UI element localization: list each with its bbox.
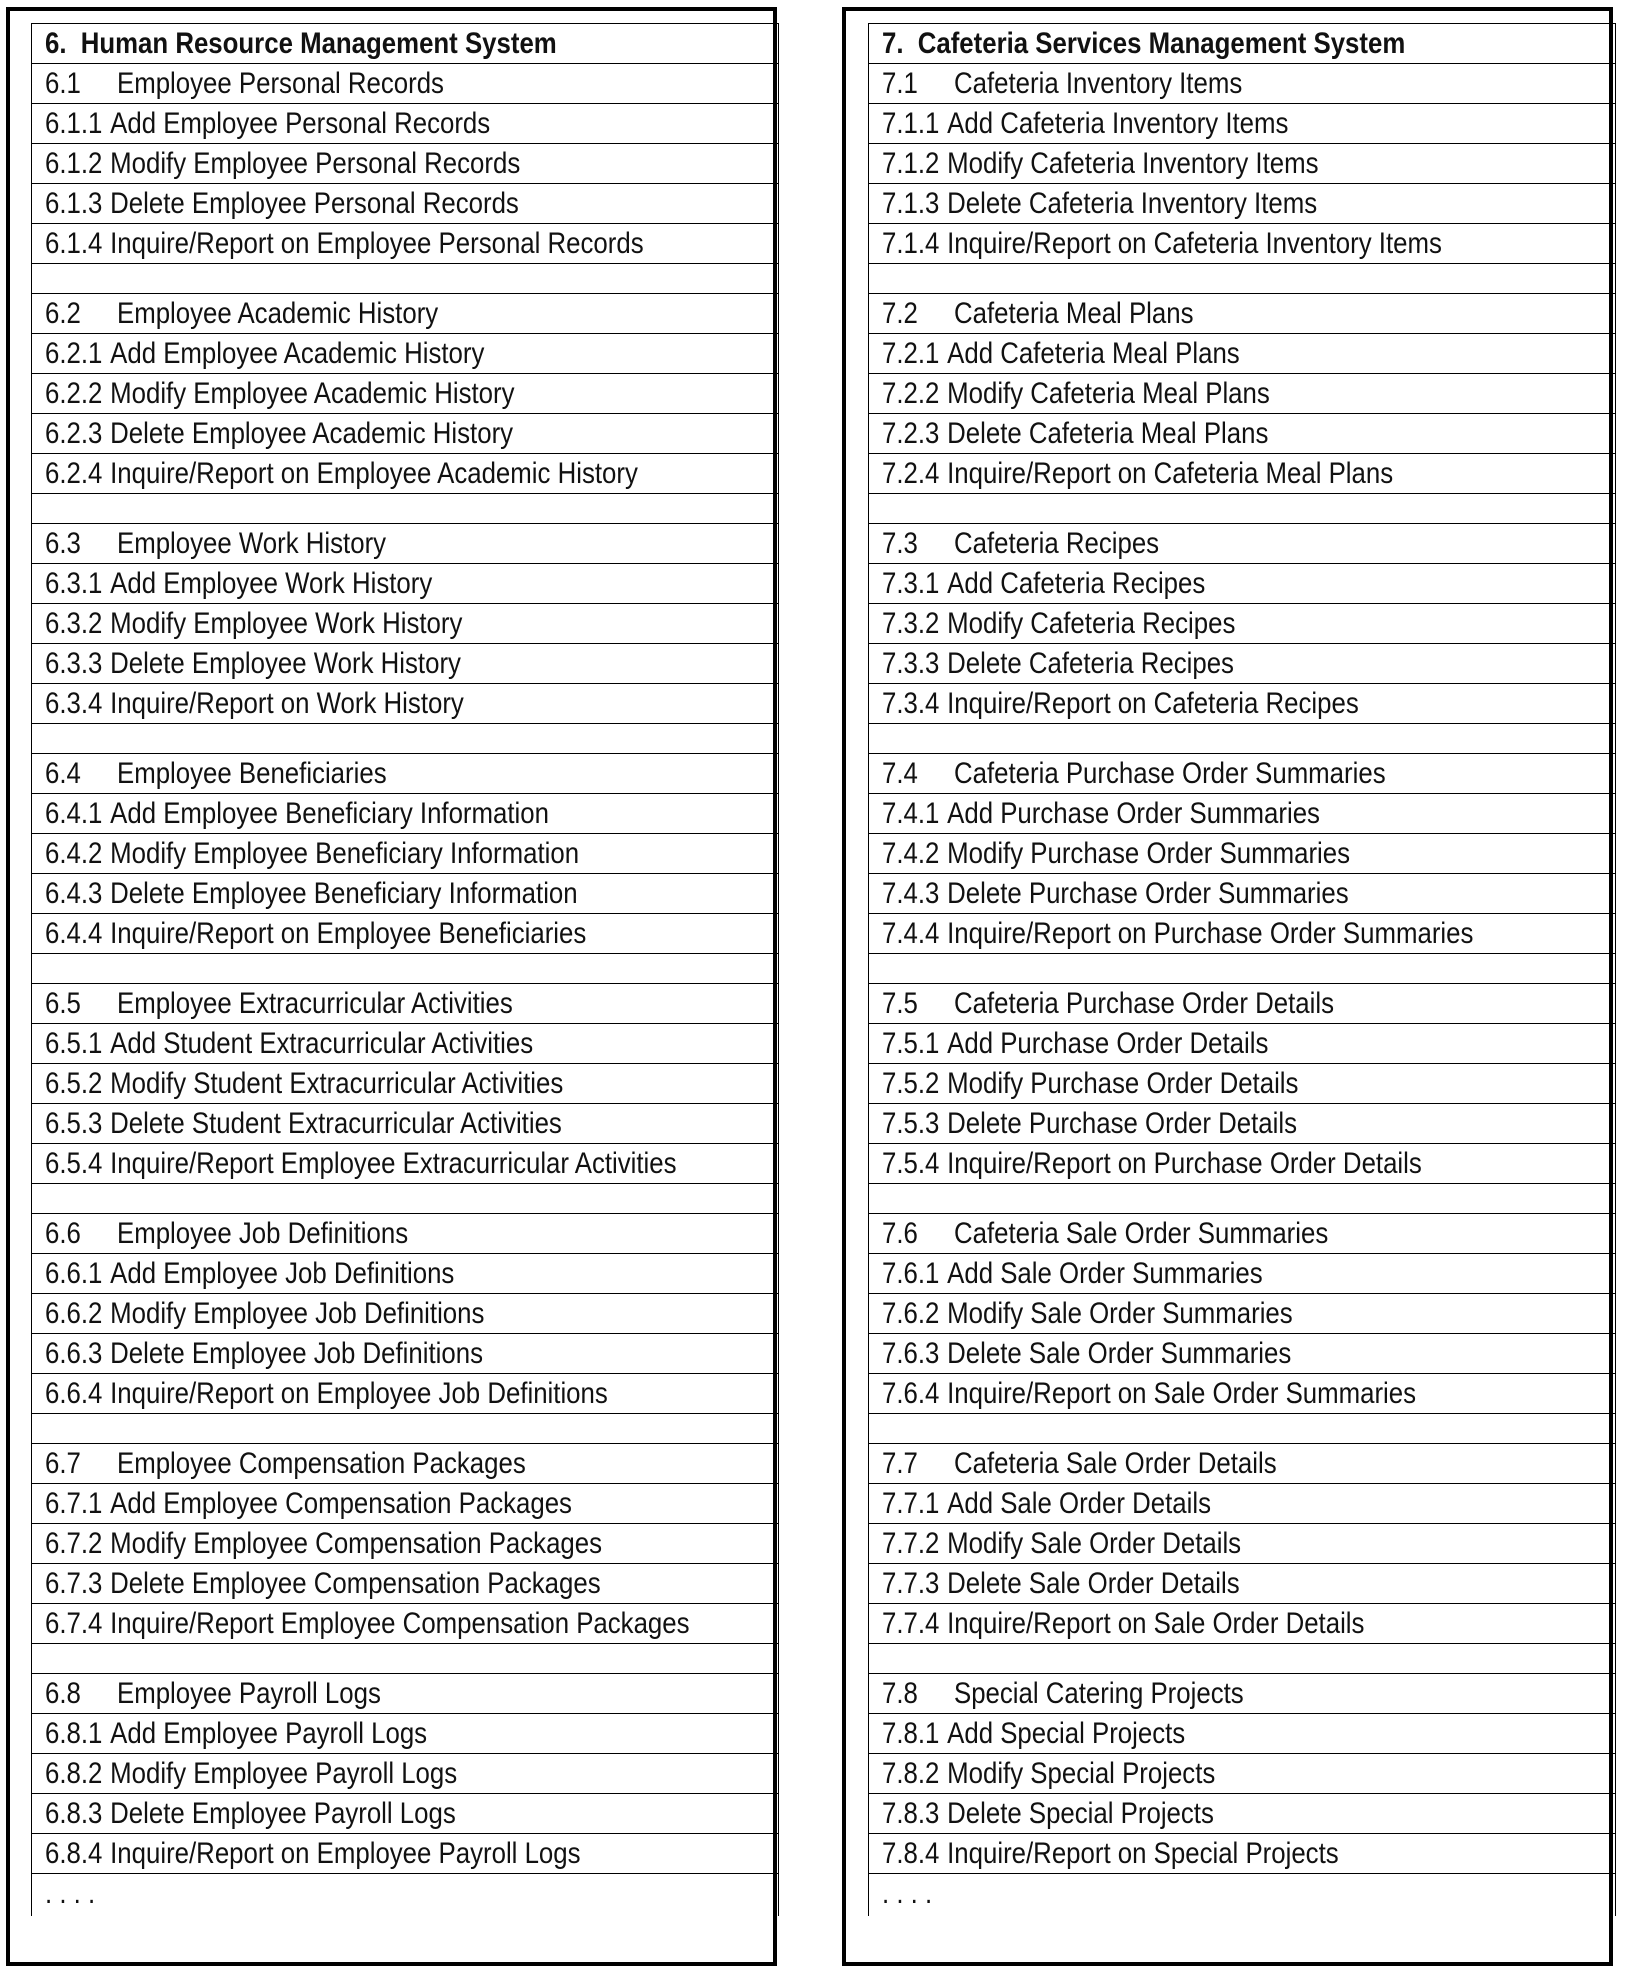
separator-row — [32, 1184, 778, 1214]
menu-item-number: 6.1.4 — [45, 227, 103, 260]
menu-item[interactable] — [32, 1144, 778, 1184]
menu-item-label: Delete Cafeteria Inventory Items — [947, 187, 1318, 220]
menu-item[interactable] — [869, 914, 1615, 954]
menu-item-label: Modify Sale Order Summaries — [947, 1297, 1293, 1330]
menu-section-item[interactable] — [32, 1674, 778, 1714]
menu-item-label: Inquire/Report on Work History — [110, 687, 464, 720]
menu-item-label: Cafeteria Sale Order Summaries — [953, 1217, 1329, 1250]
menu-item[interactable] — [869, 564, 1615, 604]
menu-item-label: Add Student Extracurricular Activities — [110, 1027, 534, 1060]
menu-item-number: 7.7.2 — [882, 1527, 940, 1560]
menu-item-label: Inquire/Report on Employee Payroll Logs — [110, 1837, 581, 1870]
menu-item-number: 7.7.3 — [882, 1567, 940, 1600]
separator-row — [32, 494, 778, 524]
menu-item-number: 6.5 — [45, 987, 81, 1020]
menu-item[interactable] — [869, 454, 1615, 494]
menu-item-label: Cafeteria Purchase Order Details — [953, 987, 1334, 1020]
menu-item[interactable] — [32, 1794, 778, 1834]
menu-item-number: 7.3.2 — [882, 607, 940, 640]
menu-item[interactable] — [869, 374, 1615, 414]
menu-item-label: Delete Cafeteria Meal Plans — [947, 417, 1269, 450]
menu-section-item[interactable] — [869, 1674, 1615, 1714]
menu-item[interactable] — [869, 1524, 1615, 1564]
separator-row — [869, 264, 1615, 294]
menu-item-number: 6.7.4 — [45, 1607, 103, 1640]
menu-item-label: Inquire/Report on Employee Academic History — [110, 457, 638, 490]
menu-item-number: 6.6 — [45, 1217, 81, 1250]
separator-row — [869, 724, 1615, 754]
menu-item-label: Inquire/Report on Sale Order Details — [947, 1607, 1365, 1640]
menu-item-label: Modify Employee Beneficiary Information — [110, 837, 580, 870]
menu-item-label: Inquire/Report on Purchase Order Summaries — [947, 917, 1474, 950]
menu-section-item[interactable] — [32, 524, 778, 564]
menu-item-label: Delete Student Extracurricular Activities — [110, 1107, 562, 1140]
menu-item-label: Modify Special Projects — [947, 1757, 1216, 1790]
menu-item[interactable] — [869, 1794, 1615, 1834]
menu-item-label: Modify Employee Personal Records — [110, 147, 521, 180]
menu-item-label: Delete Sale Order Summaries — [947, 1337, 1292, 1370]
menu-item-number: 6.7 — [45, 1447, 81, 1480]
separator-row — [32, 264, 778, 294]
menu-item-number: 7.6 — [882, 1217, 918, 1250]
menu-item-number: 6.6.4 — [45, 1377, 103, 1410]
menu-item[interactable] — [32, 914, 778, 954]
menu-item-number: 7.8.4 — [882, 1837, 940, 1870]
menu-item[interactable] — [869, 414, 1615, 454]
menu-item[interactable] — [32, 224, 778, 264]
separator-row — [869, 954, 1615, 984]
menu-item-number: 7.2.3 — [882, 417, 940, 450]
menu-header-number: 7. — [882, 27, 904, 60]
menu-item-number: 6.5.2 — [45, 1067, 103, 1100]
menu-item-number: 7.8 — [882, 1677, 918, 1710]
menu-item-label: Delete Employee Beneficiary Information — [110, 877, 578, 910]
menu-item[interactable] — [32, 684, 778, 724]
menu-item-label: Modify Employee Work History — [110, 607, 463, 640]
menu-item-label: Modify Purchase Order Details — [947, 1067, 1299, 1100]
menu-item-number: 7.8.2 — [882, 1757, 940, 1790]
menu-item[interactable] — [32, 1374, 778, 1414]
menu-item-label: Employee Payroll Logs — [116, 1677, 381, 1710]
menu-item[interactable] — [869, 1024, 1615, 1064]
menu-item-label: Inquire/Report on Cafeteria Meal Plans — [947, 457, 1394, 490]
menu-item-label: Modify Employee Payroll Logs — [110, 1757, 458, 1790]
menu-item-label: Modify Cafeteria Meal Plans — [947, 377, 1270, 410]
menu-item-number: 6.2.4 — [45, 457, 103, 490]
menu-item-number: 6.2.3 — [45, 417, 103, 450]
menu-item-label: Delete Employee Payroll Logs — [110, 1797, 456, 1830]
menu-item-number: 7.4 — [882, 757, 918, 790]
menu-header-title: Cafeteria Services Management System — [917, 27, 1406, 60]
menu-header-title: Human Resource Management System — [80, 27, 557, 60]
menu-item[interactable] — [32, 604, 778, 644]
menu-item-label: Add Employee Academic History — [110, 337, 485, 370]
menu-item[interactable] — [869, 794, 1615, 834]
menu-item-label: Modify Purchase Order Summaries — [947, 837, 1351, 870]
menu-item[interactable] — [869, 1104, 1615, 1144]
menu-item[interactable] — [869, 1834, 1615, 1874]
menu-item-label: Add Employee Payroll Logs — [110, 1717, 428, 1750]
menu-item-number: 7.7.1 — [882, 1487, 940, 1520]
menu-item-number: 7.1.4 — [882, 227, 940, 260]
menu-item-number: 7.3.4 — [882, 687, 940, 720]
menu-item[interactable] — [32, 874, 778, 914]
menu-item-label: Delete Purchase Order Details — [947, 1107, 1298, 1140]
menu-item[interactable] — [32, 1714, 778, 1754]
menu-item-label: Employee Job Definitions — [116, 1217, 409, 1250]
menu-item-number: 6.7.2 — [45, 1527, 103, 1560]
menu-item-number: 7.1 — [882, 67, 918, 100]
menu-item-number: 6.4 — [45, 757, 81, 790]
menu-item-label: Inquire/Report Employee Extracurricular Activities — [110, 1147, 677, 1180]
menu-item-label: Employee Academic History — [116, 297, 439, 330]
menu-item-number: 6.8.2 — [45, 1757, 103, 1790]
menu-item[interactable] — [32, 1754, 778, 1794]
menu-item-label: Delete Employee Work History — [110, 647, 461, 680]
menu-item-number: 6.1.2 — [45, 147, 103, 180]
menu-item-label: Modify Sale Order Details — [947, 1527, 1242, 1560]
menu-item-label: Delete Employee Academic History — [110, 417, 514, 450]
menu-item[interactable] — [869, 1484, 1615, 1524]
separator-row — [32, 724, 778, 754]
menu-item[interactable] — [869, 104, 1615, 144]
menu-item-number: 6.2 — [45, 297, 81, 330]
menu-item[interactable] — [32, 414, 778, 454]
menu-item-number: 7.4.2 — [882, 837, 940, 870]
menu-item-number: 6.1.3 — [45, 187, 103, 220]
menu-item-number: 7.8.1 — [882, 1717, 940, 1750]
menu-item-number: 6.2.1 — [45, 337, 103, 370]
menu-item-number: 7.7.4 — [882, 1607, 940, 1640]
menu-item[interactable] — [32, 1834, 778, 1874]
menu-section-item[interactable] — [32, 294, 778, 334]
menu-item-label: Add Purchase Order Details — [947, 1027, 1269, 1060]
menu-item-label: Inquire/Report on Employee Beneficiaries — [110, 917, 587, 950]
menu-item[interactable] — [32, 1104, 778, 1144]
menu-item-number: 7.4.1 — [882, 797, 940, 830]
menu-section-item[interactable] — [32, 754, 778, 794]
menu-item-number: 7.7 — [882, 1447, 918, 1480]
menu-item-label: Add Cafeteria Inventory Items — [947, 107, 1289, 140]
menu-item[interactable] — [869, 644, 1615, 684]
menu-item-number: 6.3.4 — [45, 687, 103, 720]
menu-item[interactable] — [32, 1524, 778, 1564]
more-items-ellipsis: . . . . — [45, 1877, 96, 1910]
menu-item-label: Modify Cafeteria Recipes — [947, 607, 1236, 640]
menu-item[interactable] — [32, 1484, 778, 1524]
menu-item-label: Delete Cafeteria Recipes — [947, 647, 1234, 680]
menu-item-label: Modify Employee Job Definitions — [110, 1297, 485, 1330]
menu-section-item[interactable] — [32, 64, 778, 104]
menu-item-number: 7.3 — [882, 527, 918, 560]
menu-item-number: 7.6.4 — [882, 1377, 940, 1410]
menu-item-label: Add Employee Compensation Packages — [110, 1487, 572, 1520]
menu-header-number: 6. — [45, 27, 67, 60]
menu-section-item[interactable] — [869, 984, 1615, 1024]
menu-item[interactable] — [869, 684, 1615, 724]
menu-item-label: Employee Work History — [116, 527, 387, 560]
menu-item-label: Cafeteria Sale Order Details — [953, 1447, 1277, 1480]
menu-section-item[interactable] — [869, 754, 1615, 794]
menu-item-label: Add Employee Work History — [110, 567, 433, 600]
menu-item[interactable] — [869, 1374, 1615, 1414]
menu-item-number: 7.2.1 — [882, 337, 940, 370]
separator-row — [32, 1414, 778, 1444]
menu-item-label: Delete Purchase Order Summaries — [947, 877, 1349, 910]
menu-item[interactable] — [32, 564, 778, 604]
cafeteria-menu-header — [869, 24, 1615, 64]
menu-item[interactable] — [869, 1144, 1615, 1184]
menu-item[interactable] — [32, 644, 778, 684]
menu-item-number: 7.5.4 — [882, 1147, 940, 1180]
menu-item-label: Delete Sale Order Details — [947, 1567, 1240, 1600]
menu-item-number: 7.1.1 — [882, 107, 940, 140]
separator-row — [869, 1644, 1615, 1674]
separator-row — [869, 494, 1615, 524]
menu-item-label: Inquire/Report on Cafeteria Inventory Items — [947, 227, 1442, 260]
menu-item-number: 7.3.1 — [882, 567, 940, 600]
separator-row — [869, 1184, 1615, 1214]
menu-item-label: Inquire/Report on Employee Personal Records — [110, 227, 644, 260]
menu-item-number: 7.5 — [882, 987, 918, 1020]
menu-item[interactable] — [32, 104, 778, 144]
menu-item[interactable] — [869, 874, 1615, 914]
menu-item-number: 7.6.1 — [882, 1257, 940, 1290]
menu-item-number: 6.5.4 — [45, 1147, 103, 1180]
menu-item-number: 7.2 — [882, 297, 918, 330]
menu-item-label: Delete Special Projects — [947, 1797, 1214, 1830]
menu-item-number: 6.3 — [45, 527, 81, 560]
hr-menu-header — [32, 24, 778, 64]
menu-item-number: 6.4.2 — [45, 837, 103, 870]
menu-item-label: Add Sale Order Summaries — [947, 1257, 1263, 1290]
menu-item[interactable] — [32, 334, 778, 374]
menu-item[interactable] — [32, 1604, 778, 1644]
menu-item-number: 6.4.4 — [45, 917, 103, 950]
menu-item-label: Employee Compensation Packages — [116, 1447, 526, 1480]
menu-item-number: 6.8 — [45, 1677, 81, 1710]
menu-item[interactable] — [32, 1064, 778, 1104]
separator-row — [32, 1644, 778, 1674]
menu-item-label: Add Employee Personal Records — [110, 107, 491, 140]
hr-menu-panel — [6, 7, 777, 1966]
menu-item[interactable] — [869, 604, 1615, 644]
menu-item[interactable] — [32, 834, 778, 874]
cafeteria-menu-panel — [842, 7, 1613, 1966]
menu-item[interactable] — [32, 184, 778, 224]
menu-item[interactable] — [32, 454, 778, 494]
menu-item-label: Employee Extracurricular Activities — [116, 987, 513, 1020]
menu-item-label: Inquire/Report Employee Compensation Packages — [110, 1607, 690, 1640]
hr-menu-list — [31, 23, 779, 1916]
menu-item-number: 7.3.3 — [882, 647, 940, 680]
menu-item-label: Add Sale Order Details — [947, 1487, 1211, 1520]
menu-item-label: Inquire/Report on Employee Job Definitions — [110, 1377, 608, 1410]
menu-item-number: 7.6.2 — [882, 1297, 940, 1330]
menu-item-label: Employee Beneficiaries — [116, 757, 387, 790]
menu-item-label: Inquire/Report on Sale Order Summaries — [947, 1377, 1417, 1410]
menu-item[interactable] — [32, 1024, 778, 1064]
menu-item[interactable] — [32, 144, 778, 184]
menu-item-number: 7.1.3 — [882, 187, 940, 220]
menu-item[interactable] — [869, 834, 1615, 874]
menu-item-number: 6.5.1 — [45, 1027, 103, 1060]
menu-item[interactable] — [869, 334, 1615, 374]
menu-section-item[interactable] — [869, 1214, 1615, 1254]
menu-item-number: 7.1.2 — [882, 147, 940, 180]
menu-item-number: 7.2.4 — [882, 457, 940, 490]
menu-item[interactable] — [869, 184, 1615, 224]
menu-item-label: Add Cafeteria Recipes — [947, 567, 1206, 600]
menu-item-label: Modify Student Extracurricular Activities — [110, 1067, 564, 1100]
menu-item-label: Cafeteria Meal Plans — [953, 297, 1194, 330]
menu-section-item[interactable] — [869, 294, 1615, 334]
menu-section-item[interactable] — [32, 1444, 778, 1484]
menu-item-number: 7.5.2 — [882, 1067, 940, 1100]
menu-item[interactable] — [869, 1564, 1615, 1604]
menu-item-label: Add Special Projects — [947, 1717, 1186, 1750]
menu-item-label: Special Catering Projects — [953, 1677, 1244, 1710]
menu-item-label: Cafeteria Inventory Items — [953, 67, 1243, 100]
menu-item[interactable] — [869, 1754, 1615, 1794]
menu-item-label: Delete Employee Personal Records — [110, 187, 519, 220]
menu-item-number: 6.8.3 — [45, 1797, 103, 1830]
menu-item-label: Modify Employee Compensation Packages — [110, 1527, 603, 1560]
cafeteria-menu-list — [868, 23, 1616, 1916]
menu-item-number: 7.2.2 — [882, 377, 940, 410]
menu-item[interactable] — [869, 1254, 1615, 1294]
menu-item-label: Add Purchase Order Summaries — [947, 797, 1320, 830]
menu-section-item[interactable] — [869, 64, 1615, 104]
menu-item-number: 7.6.3 — [882, 1337, 940, 1370]
menu-item[interactable] — [869, 1294, 1615, 1334]
menu-item-number: 6.4.1 — [45, 797, 103, 830]
menu-item-number: 6.3.1 — [45, 567, 103, 600]
menu-item[interactable] — [869, 1604, 1615, 1644]
menu-section-item[interactable] — [869, 524, 1615, 564]
menu-item-number: 6.6.2 — [45, 1297, 103, 1330]
menu-item[interactable] — [32, 1564, 778, 1604]
menu-item-number: 6.6.3 — [45, 1337, 103, 1370]
menu-item-label: Inquire/Report on Special Projects — [947, 1837, 1339, 1870]
menu-item-number: 6.3.3 — [45, 647, 103, 680]
menu-item-label: Add Employee Job Definitions — [110, 1257, 455, 1290]
menu-item[interactable] — [869, 1714, 1615, 1754]
menu-item-label: Add Cafeteria Meal Plans — [947, 337, 1240, 370]
menu-item[interactable] — [32, 794, 778, 834]
menu-item[interactable] — [869, 224, 1615, 264]
menu-item-number: 6.4.3 — [45, 877, 103, 910]
more-items-ellipsis: . . . . — [882, 1877, 933, 1910]
menu-item-label: Inquire/Report on Cafeteria Recipes — [947, 687, 1359, 720]
menu-item-label: Modify Employee Academic History — [110, 377, 515, 410]
menu-section-item[interactable] — [32, 1214, 778, 1254]
menu-item[interactable] — [32, 374, 778, 414]
menu-item-number: 6.7.3 — [45, 1567, 103, 1600]
menu-item[interactable] — [32, 1254, 778, 1294]
menu-section-item[interactable] — [869, 1444, 1615, 1484]
menu-item-label: Modify Cafeteria Inventory Items — [947, 147, 1319, 180]
menu-item-label: Inquire/Report on Purchase Order Details — [947, 1147, 1422, 1180]
menu-item-number: 6.1 — [45, 67, 81, 100]
menu-item-label: Cafeteria Recipes — [953, 527, 1160, 560]
menu-item[interactable] — [869, 144, 1615, 184]
menu-item-number: 6.1.1 — [45, 107, 103, 140]
menu-item-number: 6.8.4 — [45, 1837, 103, 1870]
menu-item[interactable] — [869, 1064, 1615, 1104]
separator-row — [869, 1414, 1615, 1444]
menu-item-number: 7.4.3 — [882, 877, 940, 910]
separator-row — [32, 954, 778, 984]
menu-item-number: 6.7.1 — [45, 1487, 103, 1520]
menu-item-label: Delete Employee Job Definitions — [110, 1337, 484, 1370]
menu-item[interactable] — [32, 1294, 778, 1334]
menu-item[interactable] — [32, 1334, 778, 1374]
menu-item-number: 7.8.3 — [882, 1797, 940, 1830]
menu-item-label: Add Employee Beneficiary Information — [110, 797, 549, 830]
menu-item-label: Cafeteria Purchase Order Summaries — [953, 757, 1386, 790]
menu-item[interactable] — [869, 1334, 1615, 1374]
menu-item-number: 6.2.2 — [45, 377, 103, 410]
menu-item-label: Employee Personal Records — [116, 67, 444, 100]
menu-item-number: 7.5.1 — [882, 1027, 940, 1060]
menu-item-label: Delete Employee Compensation Packages — [110, 1567, 601, 1600]
menu-item-number: 7.4.4 — [882, 917, 940, 950]
menu-item-number: 6.3.2 — [45, 607, 103, 640]
menu-item-number: 6.8.1 — [45, 1717, 103, 1750]
menu-section-item[interactable] — [32, 984, 778, 1024]
menu-item-number: 6.6.1 — [45, 1257, 103, 1290]
menu-item-number: 6.5.3 — [45, 1107, 103, 1140]
menu-item-number: 7.5.3 — [882, 1107, 940, 1140]
